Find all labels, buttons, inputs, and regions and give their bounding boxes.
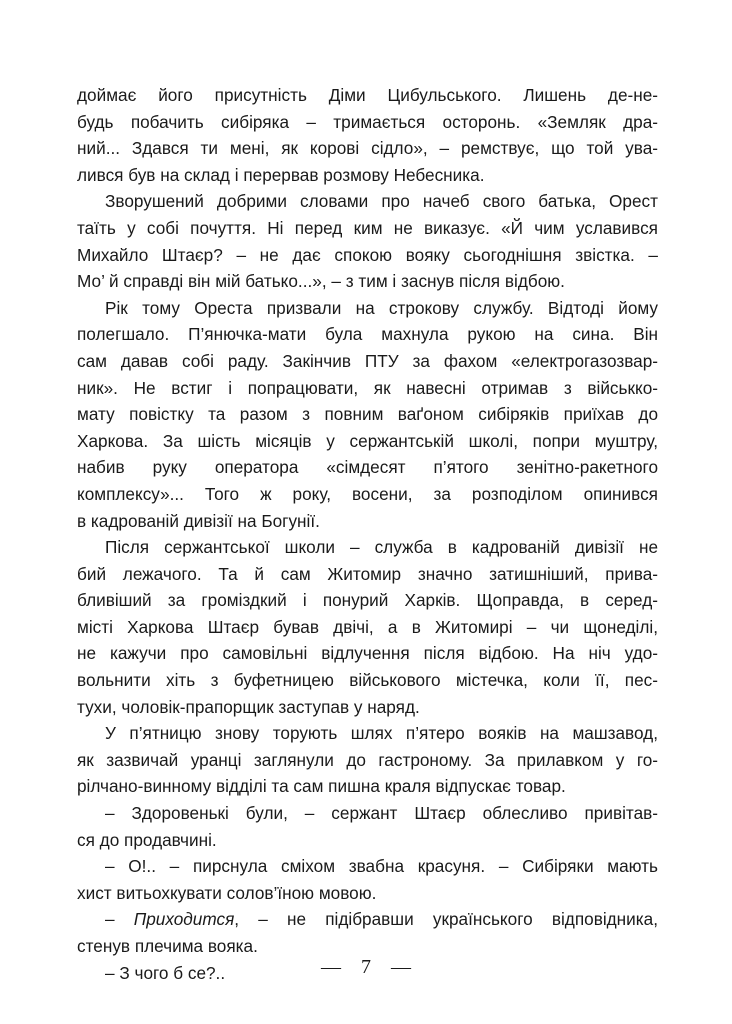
text-line: в кадрованій дивізії на Богунії. xyxy=(77,510,320,531)
text-line: ник». Не встиг і попрацювати, як навесні отримав з військко- xyxy=(77,377,658,398)
page-footer xyxy=(0,956,732,979)
text-line-italic xyxy=(77,906,658,933)
text-line: сам давав собі раду. Закінчив ПТУ за фахом «електрогазозвар- xyxy=(77,350,658,371)
text-line: доймає його присутність Діми Цибульського. Лишень де-не- xyxy=(77,85,658,105)
text-line: Мо’ й справді він мій батько...», – з тим і заснув після відбою. xyxy=(77,271,565,292)
text-line: рілчано-винному відділі та сам пишна краля відпускає товар. xyxy=(77,776,566,797)
text-line: бий лежачого. Та й сам Житомир значно затишніший, прива- xyxy=(77,563,658,584)
text-line: комплексу»... Того ж року, восени, за розподілом опинився xyxy=(77,483,658,504)
text-line: лився був на склад і перервав розмову Небесника. xyxy=(77,164,485,185)
text-line: місті Харкова Штаєр бував двічі, а в Житомирі – чи щонеділі, xyxy=(77,616,658,637)
text-line: У п’ятницю знову торують шлях п’ятеро вояків на машзавод, xyxy=(105,723,658,744)
text-line: мату повістку та разом з повним ваґоном сибіряків приїхав до xyxy=(77,404,658,425)
text-line: ся до продавчині. xyxy=(77,829,217,850)
dash: – xyxy=(105,909,134,930)
text-line: тухи, чоловік-прапорщик заступав у наряд. xyxy=(77,696,420,717)
text-line: набив руку оператора «сімдесят п’ятого зенітно-ракетного xyxy=(77,457,658,478)
text-line: Після сержантської школи – служба в кадрованій дивізії не xyxy=(105,537,658,558)
text-line: Харкова. За шість місяців у сержантській школі, попри муштру, xyxy=(77,430,658,451)
text-line: стенув плечима вояка. xyxy=(77,936,258,956)
page-number: 7 xyxy=(361,956,371,978)
text-line: бливіший за громіздкий і понурий Харків. Щоправда, в серед- xyxy=(77,590,658,611)
body-text xyxy=(77,82,658,986)
text-line: будь побачить сибіряка – тримається осторонь. «Земляк дра- xyxy=(77,111,658,132)
text-line: Рік тому Ореста призвали на строкову службу. Відтоді йому xyxy=(105,297,658,318)
line-rest: , – не підібравши українського відповідника, xyxy=(234,909,658,930)
text-line: полегшало. П’янючка-мати була махнула рукою на сина. Він xyxy=(77,324,658,345)
text-line: Михайло Штаєр? – не дає спокою вояку сьогоднішня звістка. – xyxy=(77,244,658,265)
text-line: вольнити хіть з буфетницею військового містечка, коли її, пес- xyxy=(77,670,658,691)
text-line: ний... Здався ти мені, як корові сідло», – ремствує, що той ува- xyxy=(77,138,658,159)
text-line: хист витьохкувати солов’їною мовою. xyxy=(77,882,377,903)
text-line: як зазвичай уранці заглянули до гастроному. За прилавком у го- xyxy=(77,749,658,770)
text-line: Зворушений добрими словами про начеб свого батька, Орест xyxy=(105,191,658,212)
footer-dash-right: — xyxy=(391,956,411,978)
text-line: таїть у собі почуття. Ні перед ким не виказує. «Й чим уславився xyxy=(77,217,658,238)
text-line: – Здоровенькі були, – сержант Штаєр облесливо привітав- xyxy=(105,803,658,824)
text-line: – О!.. – пирснула сміхом звабна красуня. – Сибіряки мають xyxy=(105,856,658,877)
footer-dash-left: — xyxy=(321,956,341,978)
italic-word: Приходится xyxy=(133,909,235,930)
text-line: – З чого б се?.. xyxy=(105,962,226,983)
text-line: не кажучи про самовільні відлучення після відбою. На ніч удо- xyxy=(77,643,658,664)
